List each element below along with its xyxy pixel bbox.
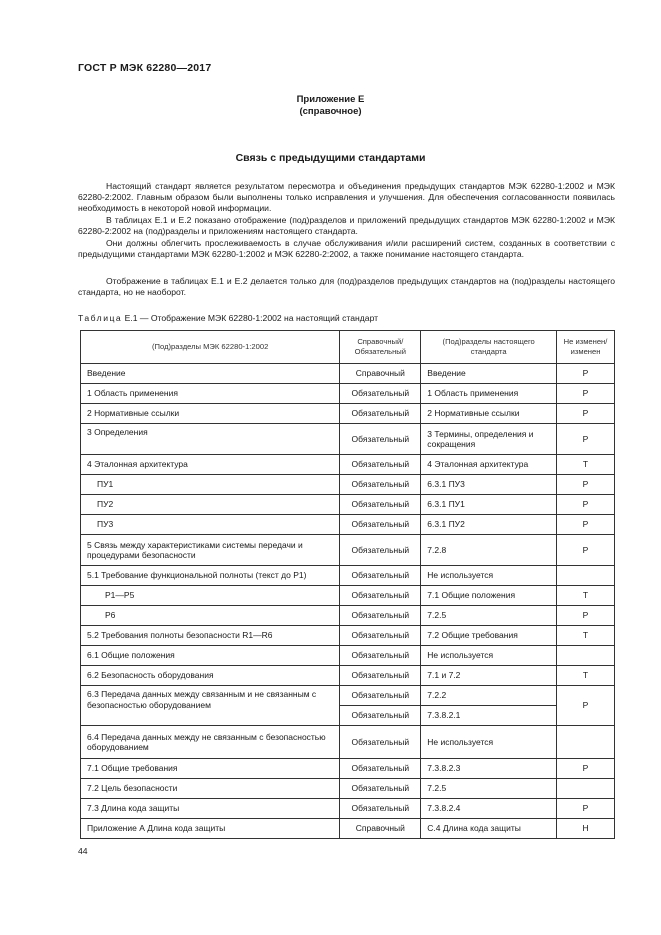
table-cell: Введение [421, 364, 557, 384]
table-cell [557, 726, 615, 759]
table-caption [78, 313, 378, 323]
table-cell [557, 646, 615, 666]
header-cell: (Под)разделы настоящего стандарта [421, 331, 557, 364]
table-cell: Р [557, 384, 615, 404]
table-row [81, 646, 615, 666]
table-row [81, 586, 615, 606]
table-cell: Введение [81, 364, 340, 384]
table-cell: Т [557, 666, 615, 686]
paragraph: Настоящий стандарт является результатом пересмотра и объединения предыдущих стандартов МЭК 62280-1:2002 и МЭК 62280-2:2002. Главным образом были выполнены только исправления и улучшения. Для обеспечения согласованности появилась необходимость в некоторой новой информации. [78, 181, 615, 214]
table-cell: Р [557, 799, 615, 819]
table-cell: Обязательный [340, 686, 421, 706]
header-cell: Справочный/ Обязательный [340, 331, 421, 364]
table-header-row [81, 331, 615, 364]
paragraph: В таблицах Е.1 и Е.2 показано отображение (под)разделов и приложений предыдущих стандартов МЭК 62280-1:2002 и МЭК 62280-2:2002 на (под)разделы и приложениям настоящего стандарта. [78, 215, 615, 237]
table-cell: Обязательный [340, 706, 421, 726]
table-row [81, 495, 615, 515]
table-cell: 5.1 Требование функциональной полноты (текст до Р1) [81, 566, 340, 586]
table-row [81, 424, 615, 455]
table-cell: 4 Эталонная архитектура [421, 455, 557, 475]
table-cell: 6.2 Безопасность оборудования [81, 666, 340, 686]
table-row [81, 606, 615, 626]
table-caption-text: Е.1 — Отображение МЭК 62280-1:2002 на настоящий стандарт [124, 313, 379, 323]
table-cell: Т [557, 455, 615, 475]
table-cell: Обязательный [340, 726, 421, 759]
table-cell: Обязательный [340, 495, 421, 515]
table-cell: 3 Термины, определения и сокращения [421, 424, 557, 455]
table-cell: Обязательный [340, 475, 421, 495]
paragraph: Они должны облегчить прослеживаемость в случае обслуживания и/или расширений систем, созданных в соответствии с предыдущими стандартами МЭК 62280-1:2002 и МЭК 62280-2:2002, а также понимание настоящего стандарта. [78, 238, 615, 260]
table-cell: Обязательный [340, 384, 421, 404]
table-row [81, 819, 615, 839]
table-cell: 7.2.5 [421, 606, 557, 626]
table-cell: 2 Нормативные ссылки [421, 404, 557, 424]
table-cell: 7.3 Длина кода защиты [81, 799, 340, 819]
table-cell: 7.2.2 [421, 686, 557, 706]
table-cell: 7.2 Цель безопасности [81, 779, 340, 799]
table-row [81, 779, 615, 799]
table-cell: 7.1 Общие требования [81, 759, 340, 779]
table-cell: 7.3.8.2.4 [421, 799, 557, 819]
table-cell: Р [557, 424, 615, 455]
table-caption-label: Таблица [78, 313, 123, 323]
table-cell: ПУ1 [81, 475, 340, 495]
table-row [81, 364, 615, 384]
table-cell: 6.3.1 ПУ2 [421, 515, 557, 535]
table-cell: Обязательный [340, 646, 421, 666]
table-cell: 7.3.8.2.1 [421, 706, 557, 726]
table-cell: 5 Связь между характеристиками системы передачи и процедурами безопасности [81, 535, 340, 566]
table-cell: Р [557, 686, 615, 726]
table-cell [557, 779, 615, 799]
table-cell: Обязательный [340, 424, 421, 455]
table-row [81, 759, 615, 779]
table-cell: ПУ2 [81, 495, 340, 515]
table-row [81, 566, 615, 586]
table-row [81, 515, 615, 535]
header-cell: (Под)разделы МЭК 62280-1:2002 [81, 331, 340, 364]
table-cell: 7.2.5 [421, 779, 557, 799]
table-cell: 1 Область применения [81, 384, 340, 404]
table-row [81, 726, 615, 759]
table-cell: Р [557, 495, 615, 515]
table-cell: Не используется [421, 646, 557, 666]
table-cell: Н [557, 819, 615, 839]
table-cell: 6.3 Передача данных между связанным и не связанным с безопасностью оборудованием [81, 686, 340, 726]
table-cell: Р [557, 404, 615, 424]
table-cell: Обязательный [340, 666, 421, 686]
table-cell: Не используется [421, 726, 557, 759]
table-cell: Обязательный [340, 606, 421, 626]
table-cell: Обязательный [340, 586, 421, 606]
table-cell: Т [557, 626, 615, 646]
table-row [81, 626, 615, 646]
table-cell: 6.1 Общие положения [81, 646, 340, 666]
table-cell: ПУ3 [81, 515, 340, 535]
table-cell: 1 Область применения [421, 384, 557, 404]
table-cell: Р [557, 475, 615, 495]
mapping-table [80, 330, 615, 839]
table-cell: С.4 Длина кода защиты [421, 819, 557, 839]
table-cell: 2 Нормативные ссылки [81, 404, 340, 424]
appendix-subtitle: (справочное) [299, 106, 362, 117]
table-cell: Обязательный [340, 759, 421, 779]
table-cell: Обязательный [340, 455, 421, 475]
table-cell: 3 Определения [81, 424, 340, 455]
document-header: ГОСТ Р МЭК 62280—2017 [78, 62, 212, 74]
table-row [81, 404, 615, 424]
table-cell: 7.1 Общие положения [421, 586, 557, 606]
table-row [81, 686, 615, 706]
table-cell: Р [557, 535, 615, 566]
table-row [81, 666, 615, 686]
table-cell: 6.4 Передача данных между не связанным с безопасностью оборудованием [81, 726, 340, 759]
table-cell: Р1—Р5 [81, 586, 340, 606]
table-cell: Обязательный [340, 779, 421, 799]
table-cell: Р [557, 759, 615, 779]
table-row [81, 455, 615, 475]
table-row [81, 535, 615, 566]
table-cell: 4 Эталонная архитектура [81, 455, 340, 475]
table-cell: Справочный [340, 819, 421, 839]
table-row [81, 384, 615, 404]
table-cell: Не используется [421, 566, 557, 586]
table-cell: 6.3.1 ПУ1 [421, 495, 557, 515]
table-cell: Обязательный [340, 566, 421, 586]
table-cell [557, 566, 615, 586]
table-cell: Справочный [340, 364, 421, 384]
appendix-title: Приложение Е [296, 94, 365, 105]
table-cell: Обязательный [340, 626, 421, 646]
table-cell: Р [557, 364, 615, 384]
table-cell: Р6 [81, 606, 340, 626]
table-row [81, 799, 615, 819]
table-cell: Р [557, 515, 615, 535]
paragraph: Отображение в таблицах Е.1 и Е.2 делается только для (под)разделов предыдущих стандартов на (под)разделы настоящего стандарта, но не наоборот. [78, 276, 615, 298]
table-cell: 7.1 и 7.2 [421, 666, 557, 686]
page-number: 44 [78, 846, 88, 856]
table-cell: 7.3.8.2.3 [421, 759, 557, 779]
table-cell: Т [557, 586, 615, 606]
table-cell: 7.2.8 [421, 535, 557, 566]
table-cell: Обязательный [340, 799, 421, 819]
table-cell: Обязательный [340, 535, 421, 566]
table-cell: Р [557, 606, 615, 626]
table-cell: 5.2 Требования полноты безопасности R1—R6 [81, 626, 340, 646]
table-cell: 7.2 Общие требования [421, 626, 557, 646]
table-cell: Обязательный [340, 515, 421, 535]
table-cell: Приложение А Длина кода защиты [81, 819, 340, 839]
table-row [81, 475, 615, 495]
table-cell: Обязательный [340, 404, 421, 424]
section-title: Связь с предыдущими стандартами [235, 152, 426, 164]
header-cell: Не изменен/ изменен [557, 331, 615, 364]
table-cell: 6.3.1 ПУ3 [421, 475, 557, 495]
